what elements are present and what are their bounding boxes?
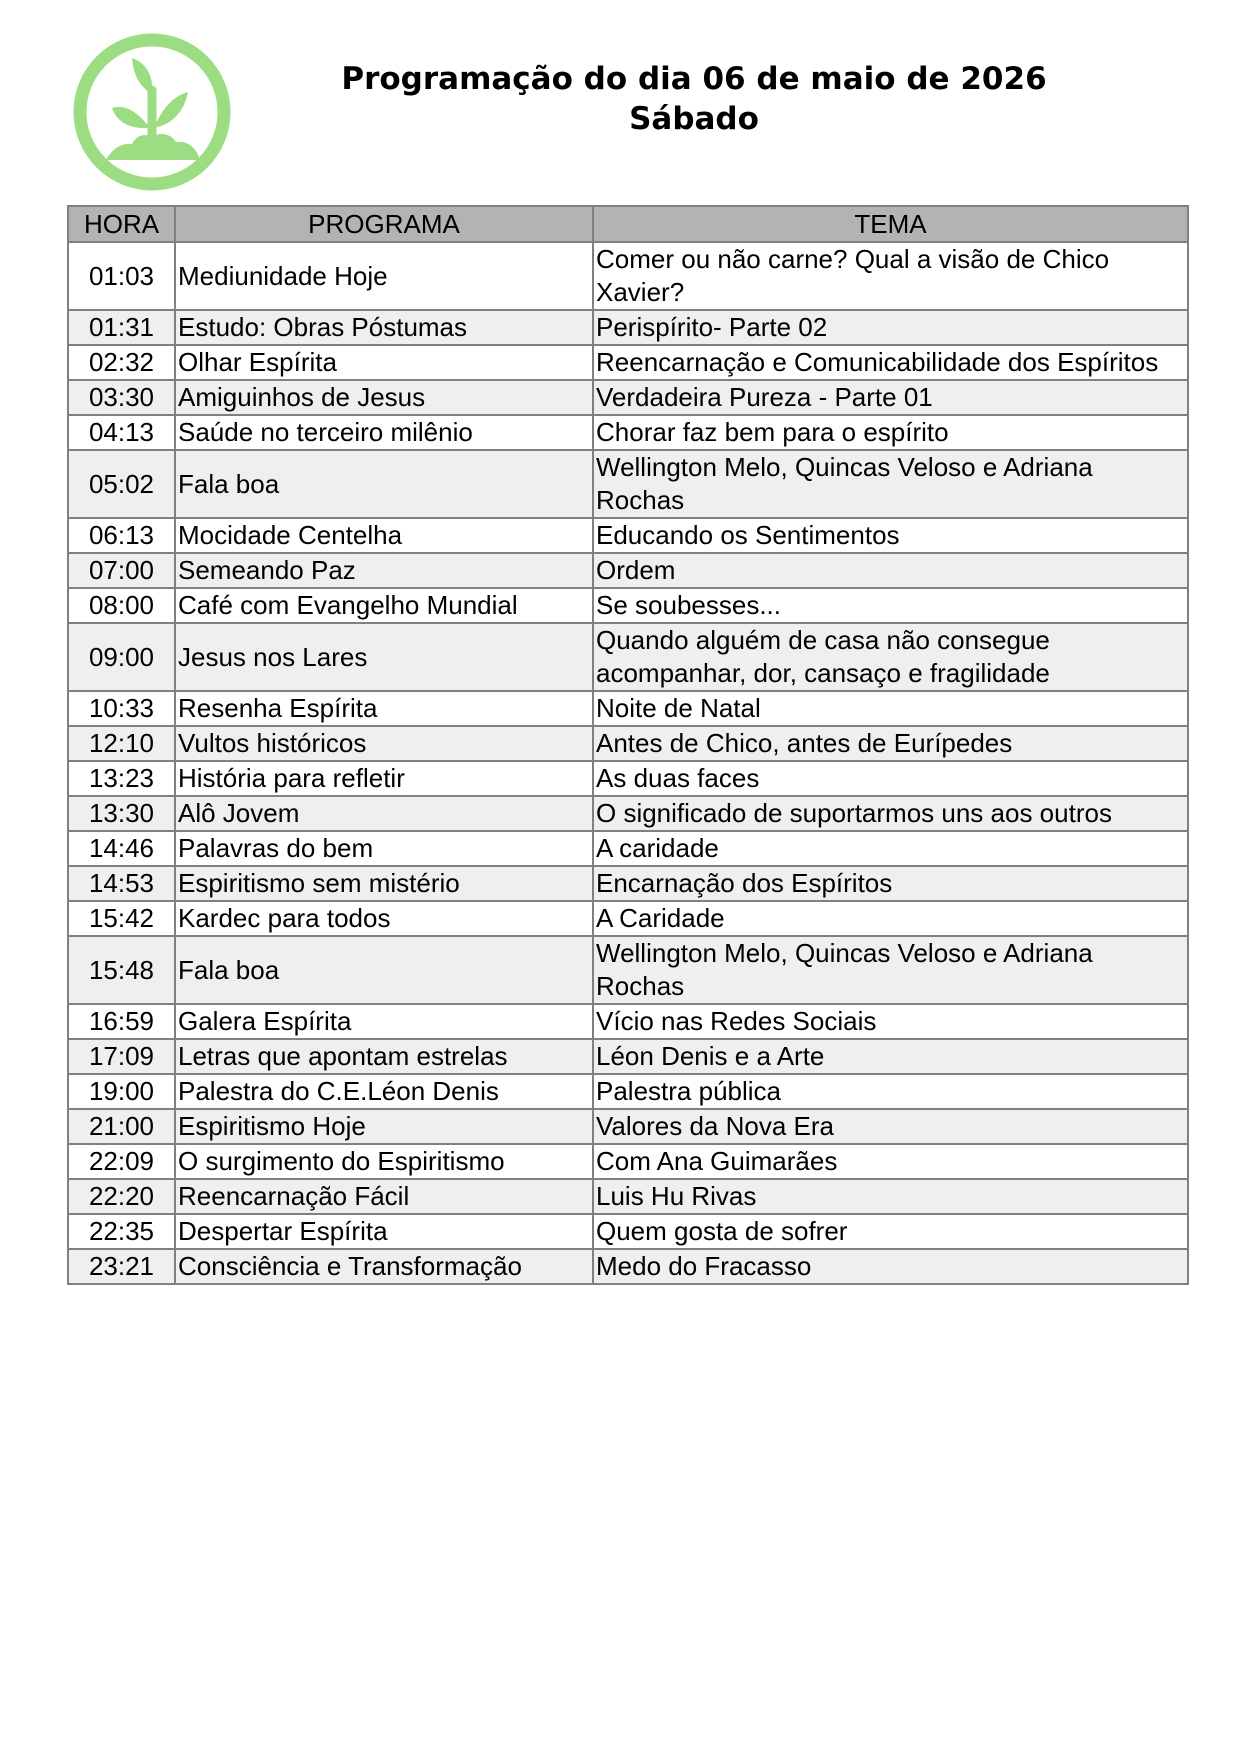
hora-cell: 03:30 <box>68 380 175 415</box>
tema-cell: Quem gosta de sofrer <box>593 1214 1188 1249</box>
programa-cell: Despertar Espírita <box>175 1214 593 1249</box>
hora-cell: 14:46 <box>68 831 175 866</box>
sprout-logo-icon <box>72 32 232 192</box>
tema-cell: Chorar faz bem para o espírito <box>593 415 1188 450</box>
tema-cell: Ordem <box>593 553 1188 588</box>
programa-cell: Reencarnação Fácil <box>175 1179 593 1214</box>
programa-cell: Estudo: Obras Póstumas <box>175 310 593 345</box>
table-row <box>68 936 1188 1004</box>
programa-cell: Vultos históricos <box>175 726 593 761</box>
programa-cell: Olhar Espírita <box>175 345 593 380</box>
table-row <box>68 1249 1188 1284</box>
hora-cell: 22:20 <box>68 1179 175 1214</box>
hora-cell: 01:31 <box>68 310 175 345</box>
table-row <box>68 1214 1188 1249</box>
tema-cell: Verdadeira Pureza - Parte 01 <box>593 380 1188 415</box>
programa-cell: Fala boa <box>175 936 593 1004</box>
hora-cell: 02:32 <box>68 345 175 380</box>
hora-cell: 13:23 <box>68 761 175 796</box>
table-row <box>68 415 1188 450</box>
programa-cell: Jesus nos Lares <box>175 623 593 691</box>
hora-cell: 22:35 <box>68 1214 175 1249</box>
hora-cell: 19:00 <box>68 1074 175 1109</box>
table-row <box>68 691 1188 726</box>
hora-cell: 17:09 <box>68 1039 175 1074</box>
column-header-programa: PROGRAMA <box>175 206 593 242</box>
programa-cell: Espiritismo Hoje <box>175 1109 593 1144</box>
page-subtitle: Sábado <box>629 101 759 137</box>
tema-cell: A Caridade <box>593 901 1188 936</box>
tema-cell: O significado de suportarmos uns aos outros <box>593 796 1188 831</box>
table-row <box>68 345 1188 380</box>
tema-cell: Educando os Sentimentos <box>593 518 1188 553</box>
hora-cell: 08:00 <box>68 588 175 623</box>
page-title: Programação do dia 06 de maio de 2026 <box>341 61 1047 97</box>
table-row <box>68 588 1188 623</box>
tema-cell: Vício nas Redes Sociais <box>593 1004 1188 1039</box>
table-row <box>68 518 1188 553</box>
hora-cell: 16:59 <box>68 1004 175 1039</box>
programa-cell: Café com Evangelho Mundial <box>175 588 593 623</box>
hora-cell: 05:02 <box>68 450 175 518</box>
programa-cell: Letras que apontam estrelas <box>175 1039 593 1074</box>
tema-cell: Noite de Natal <box>593 691 1188 726</box>
schedule-table <box>67 205 1189 1285</box>
table-row <box>68 796 1188 831</box>
hora-cell: 01:03 <box>68 242 175 310</box>
programa-cell: Fala boa <box>175 450 593 518</box>
programa-cell: Palestra do C.E.Léon Denis <box>175 1074 593 1109</box>
table-row <box>68 1109 1188 1144</box>
tema-cell: Reencarnação e Comunicabilidade dos Espíritos <box>593 345 1188 380</box>
table-row <box>68 1039 1188 1074</box>
tema-cell: As duas faces <box>593 761 1188 796</box>
programa-cell: Kardec para todos <box>175 901 593 936</box>
column-header-tema: TEMA <box>593 206 1188 242</box>
programa-cell: Semeando Paz <box>175 553 593 588</box>
programa-cell: Resenha Espírita <box>175 691 593 726</box>
programa-cell: Mediunidade Hoje <box>175 242 593 310</box>
table-row <box>68 623 1188 691</box>
table-row <box>68 1144 1188 1179</box>
hora-cell: 21:00 <box>68 1109 175 1144</box>
table-row <box>68 1004 1188 1039</box>
hora-cell: 10:33 <box>68 691 175 726</box>
table-row <box>68 761 1188 796</box>
tema-cell: Se soubesses... <box>593 588 1188 623</box>
programa-cell: Alô Jovem <box>175 796 593 831</box>
table-row <box>68 242 1188 310</box>
tema-cell: A caridade <box>593 831 1188 866</box>
hora-cell: 22:09 <box>68 1144 175 1179</box>
table-row <box>68 831 1188 866</box>
hora-cell: 15:48 <box>68 936 175 1004</box>
hora-cell: 09:00 <box>68 623 175 691</box>
programa-cell: Galera Espírita <box>175 1004 593 1039</box>
tema-cell: Perispírito- Parte 02 <box>593 310 1188 345</box>
programa-cell: Saúde no terceiro milênio <box>175 415 593 450</box>
table-row <box>68 726 1188 761</box>
table-row <box>68 901 1188 936</box>
tema-cell: Wellington Melo, Quincas Veloso e Adriana Rochas <box>593 450 1188 518</box>
programa-cell: Espiritismo sem mistério <box>175 866 593 901</box>
hora-cell: 13:30 <box>68 796 175 831</box>
tema-cell: Luis Hu Rivas <box>593 1179 1188 1214</box>
hora-cell: 06:13 <box>68 518 175 553</box>
hora-cell: 23:21 <box>68 1249 175 1284</box>
tema-cell: Léon Denis e a Arte <box>593 1039 1188 1074</box>
table-row <box>68 380 1188 415</box>
hora-cell: 04:13 <box>68 415 175 450</box>
table-header-row <box>68 206 1188 242</box>
programa-cell: O surgimento do Espiritismo <box>175 1144 593 1179</box>
column-header-hora: HORA <box>68 206 175 242</box>
tema-cell: Medo do Fracasso <box>593 1249 1188 1284</box>
tema-cell: Encarnação dos Espíritos <box>593 866 1188 901</box>
table-row <box>68 310 1188 345</box>
tema-cell: Comer ou não carne? Qual a visão de Chico Xavier? <box>593 242 1188 310</box>
table-row <box>68 866 1188 901</box>
tema-cell: Wellington Melo, Quincas Veloso e Adriana Rochas <box>593 936 1188 1004</box>
tema-cell: Com Ana Guimarães <box>593 1144 1188 1179</box>
hora-cell: 15:42 <box>68 901 175 936</box>
hora-cell: 07:00 <box>68 553 175 588</box>
tema-cell: Palestra pública <box>593 1074 1188 1109</box>
hora-cell: 14:53 <box>68 866 175 901</box>
table-row <box>68 1074 1188 1109</box>
table-row <box>68 553 1188 588</box>
table-row <box>68 450 1188 518</box>
programa-cell: Amiguinhos de Jesus <box>175 380 593 415</box>
programa-cell: Palavras do bem <box>175 831 593 866</box>
programa-cell: Consciência e Transformação <box>175 1249 593 1284</box>
tema-cell: Valores da Nova Era <box>593 1109 1188 1144</box>
tema-cell: Antes de Chico, antes de Eurípedes <box>593 726 1188 761</box>
hora-cell: 12:10 <box>68 726 175 761</box>
table-row <box>68 1179 1188 1214</box>
programa-cell: Mocidade Centelha <box>175 518 593 553</box>
tema-cell: Quando alguém de casa não consegue acompanhar, dor, cansaço e fragilidade <box>593 623 1188 691</box>
programa-cell: História para refletir <box>175 761 593 796</box>
